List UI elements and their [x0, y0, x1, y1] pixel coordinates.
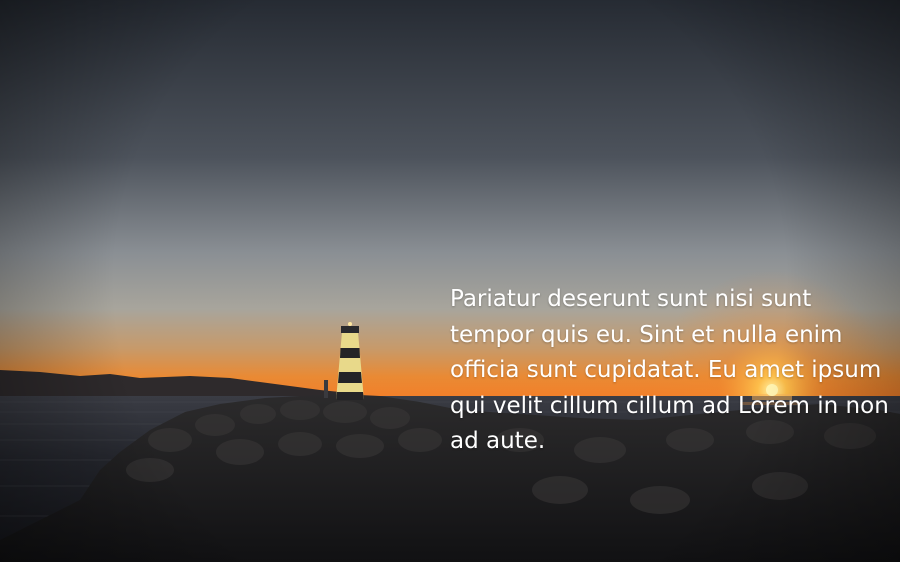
- overlay-caption: Pariatur deserunt sunt nisi sunt tempor quis eu. Sint et nulla enim officia sunt cupidatat. Eu amet ipsum qui velit cillum cillum ad Lorem in non ad aute.: [450, 286, 889, 454]
